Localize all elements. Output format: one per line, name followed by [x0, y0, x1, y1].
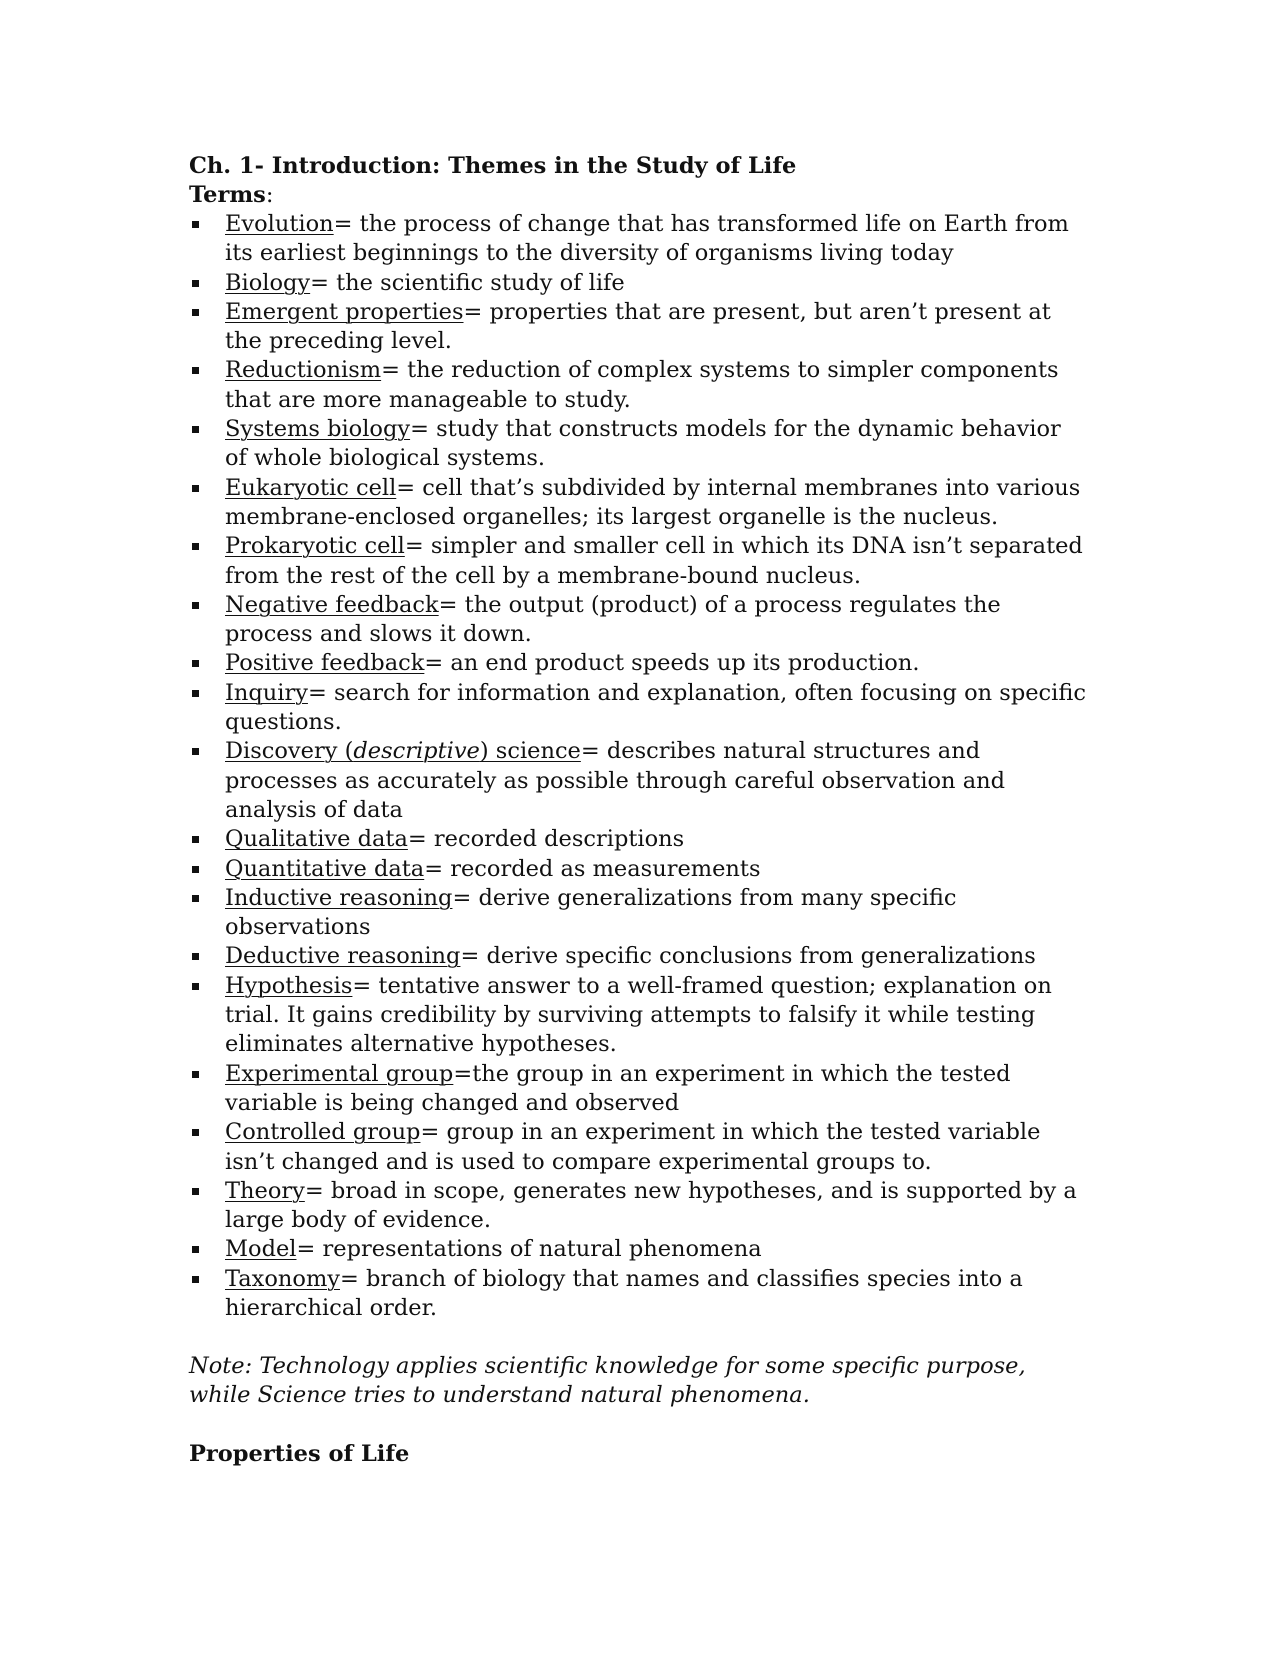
term-name: Emergent properties: [225, 298, 464, 325]
bullet-icon: [192, 1276, 199, 1283]
section-heading: Properties of Life: [189, 1441, 410, 1467]
list-item: [189, 1265, 1089, 1324]
chapter-title: Ch. 1- Introduction: Themes in the Study of Life: [189, 153, 797, 179]
term-name-suffix: ) science: [479, 738, 581, 765]
list-item: [189, 591, 1089, 650]
bullet-icon: [192, 221, 199, 228]
term-definition: = an end product speeds up its production.: [424, 650, 920, 677]
term-definition: = representations of natural phenomena: [296, 1236, 762, 1263]
list-item: [189, 210, 1089, 269]
list-item: [189, 649, 1089, 678]
bullet-icon: [192, 1071, 199, 1078]
term-definition: = cell that’s subdivided by internal membranes into various membrane-enclosed organelles; its largest organelle is the nucleus.: [225, 474, 1081, 530]
bullet-icon: [192, 1246, 199, 1253]
bullet-icon: [192, 748, 199, 755]
term-definition: = group in an experiment in which the tested variable isn’t changed and is used to compare experimental groups to.: [225, 1119, 1041, 1175]
list-item: [189, 884, 1089, 943]
bullet-icon: [192, 660, 199, 667]
list-item: [189, 1118, 1089, 1177]
bullet-icon: [192, 280, 199, 287]
term-name: Prokaryotic cell: [225, 533, 405, 560]
term-name-italic: descriptive: [353, 738, 480, 765]
list-item: [189, 1177, 1089, 1236]
term-name: Eukaryotic cell: [225, 474, 397, 501]
term-definition: = study that constructs models for the dynamic behavior of whole biological systems.: [225, 416, 1061, 472]
term-name: Positive feedback: [225, 650, 425, 677]
list-item: [189, 415, 1089, 474]
term-name: Inquiry: [225, 679, 308, 706]
bullet-icon: [192, 690, 199, 697]
term-definition: = the process of change that has transformed life on Earth from its earliest beginnings to the diversity of organisms living today: [225, 211, 1069, 267]
bullet-icon: [192, 866, 199, 873]
term-name-prefix: Discovery (: [225, 738, 354, 765]
bullet-icon: [192, 983, 199, 990]
term-definition: = search for information and explanation, often focusing on specific questions.: [225, 679, 1086, 736]
terms-heading-label: Terms: [189, 182, 266, 208]
list-item: [189, 298, 1089, 357]
term-name: [225, 738, 581, 764]
term-definition: =the group in an experiment in which the tested variable is being changed and observed: [225, 1060, 1011, 1116]
term-name: Hypothesis: [225, 972, 353, 999]
term-definition: = derive generalizations from many specific observations: [225, 884, 957, 941]
terms-list: [189, 210, 1089, 1323]
term-name: Deductive reasoning: [225, 943, 461, 970]
term-name: Inductive reasoning: [225, 884, 453, 911]
term-definition: = the output (product) of a process regulates the process and slows it down.: [225, 591, 1001, 648]
term-name: Model: [225, 1236, 297, 1263]
term-definition: = describes natural structures and processes as accurately as possible through careful observation and analysis of data: [225, 738, 1006, 823]
term-name: Qualitative data: [225, 826, 408, 853]
bullet-icon: [192, 309, 199, 316]
bullet-icon: [192, 836, 199, 843]
bullet-icon: [192, 485, 199, 492]
bullet-icon: [192, 895, 199, 902]
term-definition: = simpler and smaller cell in which its DNA isn’t separated from the rest of the cell by a membrane-bound nucleus.: [225, 533, 1083, 589]
term-definition: = recorded as measurements: [424, 855, 761, 882]
term-name: Quantitative data: [225, 855, 425, 882]
term-definition: = derive specific conclusions from generalizations: [460, 943, 1036, 970]
term-name: Taxonomy: [225, 1265, 340, 1292]
terms-heading-colon: :: [265, 182, 274, 208]
list-item: [189, 532, 1089, 591]
term-name: Experimental group: [225, 1060, 454, 1087]
bullet-icon: [192, 367, 199, 374]
bullet-icon: [192, 953, 199, 960]
list-item: [189, 679, 1089, 738]
bullet-icon: [192, 602, 199, 609]
term-definition: = recorded descriptions: [407, 826, 685, 853]
list-item: [189, 737, 1089, 825]
list-item: [189, 825, 1089, 854]
term-definition: = broad in scope, generates new hypotheses, and is supported by a large body of evidence.: [225, 1177, 1077, 1234]
list-item: [189, 972, 1089, 1060]
list-item: [189, 269, 1089, 298]
term-name: Theory: [225, 1177, 305, 1204]
term-name: Evolution: [225, 211, 334, 237]
list-item: [189, 942, 1089, 971]
document-body: [189, 152, 1089, 1410]
terms-heading: [189, 181, 1089, 210]
list-item: [189, 1235, 1089, 1264]
term-definition: = tentative answer to a well-framed question; explanation on trial. It gains credibility by surviving attempts to falsify it while testing eliminates alternative hypotheses.: [225, 972, 1052, 1058]
list-item: [189, 855, 1089, 884]
term-name: Controlled group: [225, 1119, 421, 1146]
term-name: Biology: [225, 269, 311, 296]
bullet-icon: [192, 543, 199, 550]
term-definition: = properties that are present, but aren’t present at the preceding level.: [225, 298, 1051, 355]
term-name: Systems biology: [225, 416, 411, 443]
term-definition: = the reduction of complex systems to simpler components that are more manageable to study.: [225, 357, 1059, 413]
bullet-icon: [192, 1188, 199, 1195]
term-name: Negative feedback: [225, 591, 439, 618]
list-item: [189, 1060, 1089, 1119]
bullet-icon: [192, 1129, 199, 1136]
note-paragraph: Note: Technology applies scientific knowledge for some specific purpose, while Science tries to understand natural phenomena.: [189, 1353, 1026, 1409]
term-definition: = the scientific study of life: [310, 269, 625, 296]
bullet-icon: [192, 426, 199, 433]
list-item: [189, 474, 1089, 533]
term-name: Reductionism: [225, 357, 382, 384]
term-definition: = branch of biology that names and classifies species into a hierarchical order.: [225, 1265, 1023, 1321]
list-item: [189, 356, 1089, 415]
